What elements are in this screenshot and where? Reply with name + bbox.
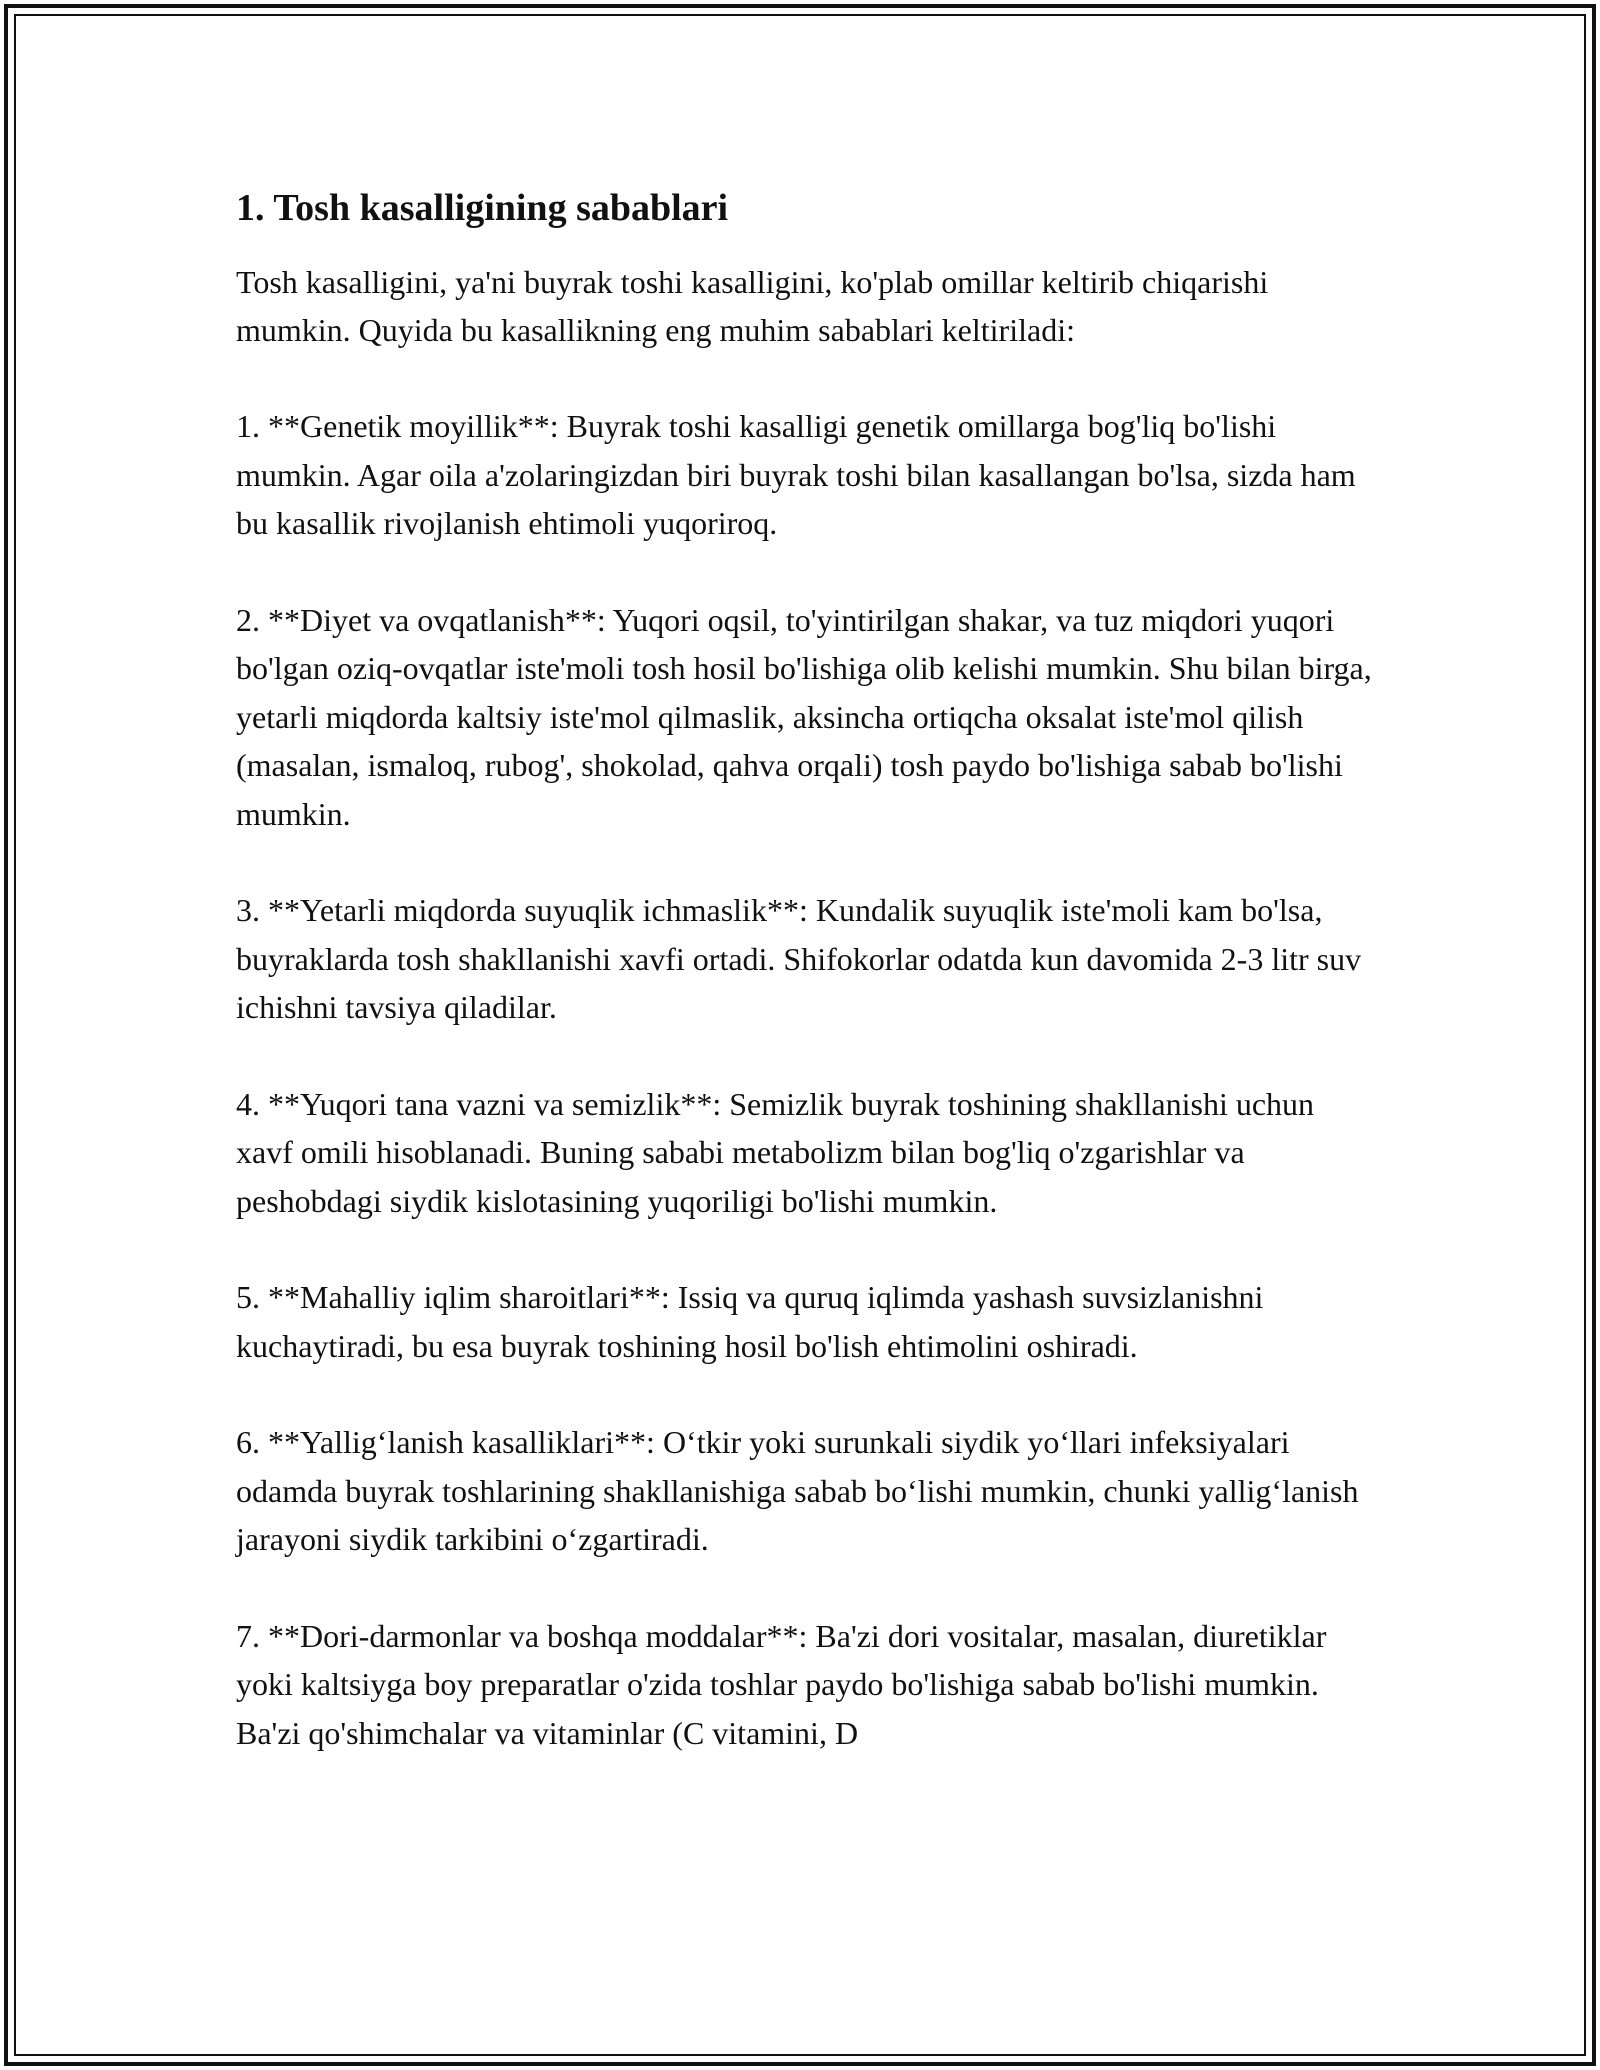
document-title: 1. Tosh kasalligining sabablari bbox=[236, 187, 729, 229]
list-item-6: 6. **Yallig‘lanish kasalliklari**: O‘tkir yoki surunkali siydik yo‘llari infeksiyalari odamda buyrak toshlarining shakllanishiga sabab bo‘lishi mumkin, chunki yallig‘lanish jarayoni siydik tarkibini o‘zgartiradi. bbox=[236, 1424, 1359, 1557]
list-item-1: 1. **Genetik moyillik**: Buyrak toshi kasalligi genetik omillarga bog'liq bo'lishi mumkin. Agar oila a'zolaringizdan biri buyrak toshi bilan kasallangan bo'lsa, sizda ham bu kasallik rivojlanish ehtimoli yuqoriroq. bbox=[236, 408, 1356, 541]
list-item-4: 4. **Yuqori tana vazni va semizlik**: Semizlik buyrak toshining shakllanishi uchun xavf omili hisoblanadi. Buning sababi metabolizm bilan bog'liq o'zgarishlar va peshobdagi siydik kislotasining yuqoriligi bo'lishi mumkin. bbox=[236, 1085, 1315, 1219]
list-item-7: 7. **Dori-darmonlar va boshqa moddalar**: Ba'zi dori vositalar, masalan, diuretiklar yoki kaltsiyga boy preparatlar o'zida toshlar paydo bo'lishiga sabab bo'lishi mumkin. Ba'zi qo'shimchalar va vitaminlar (C vitamini, D bbox=[236, 1617, 1327, 1751]
list-item-3: 3. **Yetarli miqdorda suyuqlik ichmaslik**: Kundalik suyuqlik iste'moli kam bo'lsa, buyraklarda tosh shakllanishi xavfi ortadi. Shifokorlar odatda kun davomida 2-3 litr suv ichishni tavsiya qiladilar. bbox=[236, 892, 1362, 1025]
document-body bbox=[236, 184, 1376, 1757]
list-item-5: 5. **Mahalliy iqlim sharoitlari**: Issiq va quruq iqlimda yashash suvsizlanishni kuchaytiradi, bu esa buyrak toshining hosil bo'lish ehtimolini oshiradi. bbox=[236, 1279, 1264, 1364]
list-item-2: 2. **Diyet va ovqatlanish**: Yuqori oqsil, to'yintirilgan shakar, va tuz miqdori yuqori bo'lgan oziq-ovqatlar iste'moli tosh hosil bo'lishiga olib kelishi mumkin. Shu bilan birga, yetarli miqdorda kaltsiy iste'mol qilmaslik, aksincha ortiqcha oksalat iste'mol qilish (masalan, ismaloq, rubog', shokolad, qahva orqali) tosh paydo bo'lishiga sabab bo'lishi mumkin. bbox=[236, 601, 1372, 832]
intro-paragraph: Tosh kasalligini, ya'ni buyrak toshi kasalligini, ko'plab omillar keltirib chiqarishi mumkin. Quyida bu kasallikning eng muhim sabablari keltiriladi: bbox=[236, 264, 1269, 348]
